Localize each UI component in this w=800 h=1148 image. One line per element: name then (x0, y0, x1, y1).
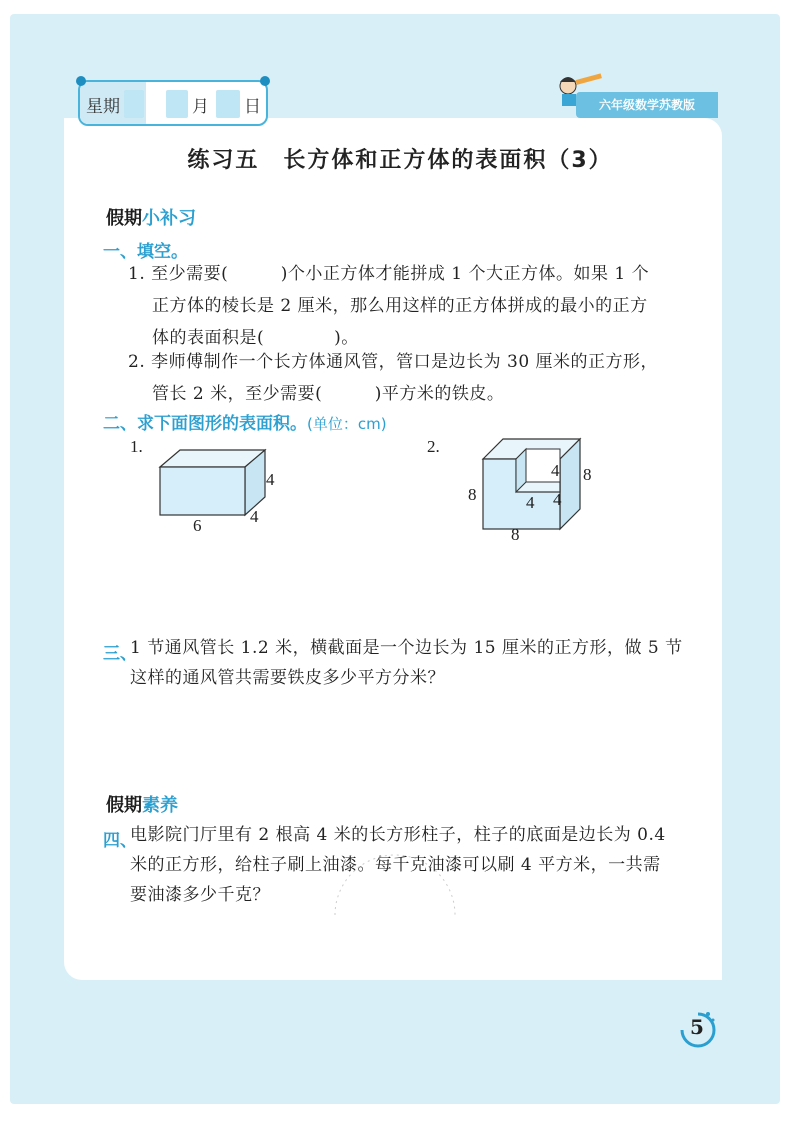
part2-heading-text: 二、求下面图形的表面积。 (103, 414, 307, 434)
part4-line3: 要油漆多少千克？ (130, 885, 270, 905)
notched-cube-figure (478, 434, 588, 534)
q1-line2: 正方体的棱长是 2 厘米，那么用这样的正方体拼成的最小的正方 (152, 296, 648, 316)
q1-line1: 1. 至少需要( )个小正方体才能拼成 1 个大正方体。如果 1 个 (128, 264, 650, 284)
watermark-seal (320, 845, 470, 985)
q1-line3: 体的表面积是( )。 (152, 328, 359, 348)
part3-label: 三、 (103, 644, 137, 664)
fig1-number: 1. (130, 437, 143, 456)
part4-label: 四、 (103, 831, 137, 851)
cuboid-figure (155, 445, 285, 545)
pin-icon (76, 76, 86, 86)
part2-heading (103, 409, 387, 434)
part4-line2: 米的正方形，给柱子刷上油漆。每千克油漆可以刷 4 平方米，一共需 (130, 855, 661, 875)
day-field[interactable] (216, 90, 240, 118)
page-title: 练习五 长方体和正方体的表面积（3） (187, 148, 613, 173)
week-label: 星期 (86, 97, 120, 117)
week-field[interactable] (124, 90, 144, 118)
fig2-dim-inner-h: 4 (551, 461, 560, 480)
section-badge-literacy (106, 791, 178, 817)
pin-icon (260, 76, 270, 86)
fig2-dim-left: 8 (468, 485, 477, 504)
month-field[interactable] (166, 90, 188, 118)
badge-text-b: 素养 (142, 795, 178, 816)
day-label: 日 (244, 97, 261, 117)
fig1-dim-height: 4 (266, 470, 275, 489)
badge-text-b: 小补习 (142, 208, 196, 229)
part1-heading: 一、填空。 (103, 242, 188, 262)
date-box (78, 80, 268, 126)
fig2-number: 2. (427, 437, 440, 456)
badge-text-a: 假期 (106, 208, 142, 229)
part3-line1: 1 节通风管长 1.2 米，横截面是一个边长为 15 厘米的正方形，做 5 节 (130, 638, 683, 658)
month-label: 月 (192, 97, 209, 117)
q2-line1: 2. 李师傅制作一个长方体通风管，管口是边长为 30 厘米的正方形， (128, 352, 659, 372)
fig2-dim-right: 8 (583, 465, 592, 484)
page-number: 5 (690, 1015, 704, 1039)
part2-unit: (单位：cm) (307, 415, 387, 433)
grade-ribbon: 六年级数学苏教版 (576, 92, 718, 118)
q2-line2: 管长 2 米，至少需要( )平方米的铁皮。 (152, 384, 505, 404)
badge-text-a: 假期 (106, 795, 142, 816)
section-badge-review (106, 204, 196, 230)
fig1-dim-depth: 4 (250, 507, 259, 526)
part4-line1: 电影院门厅里有 2 根高 4 米的长方形柱子，柱子的底面是边长为 0.4 (130, 825, 666, 845)
fig1-dim-length: 6 (193, 516, 202, 535)
fig2-dim-inner-w: 4 (526, 493, 535, 512)
fig2-dim-bottom: 8 (511, 525, 520, 544)
part3-line2: 这样的通风管共需要铁皮多少平方分米？ (130, 668, 445, 688)
fig2-dim-inner-d: 4 (553, 490, 562, 509)
